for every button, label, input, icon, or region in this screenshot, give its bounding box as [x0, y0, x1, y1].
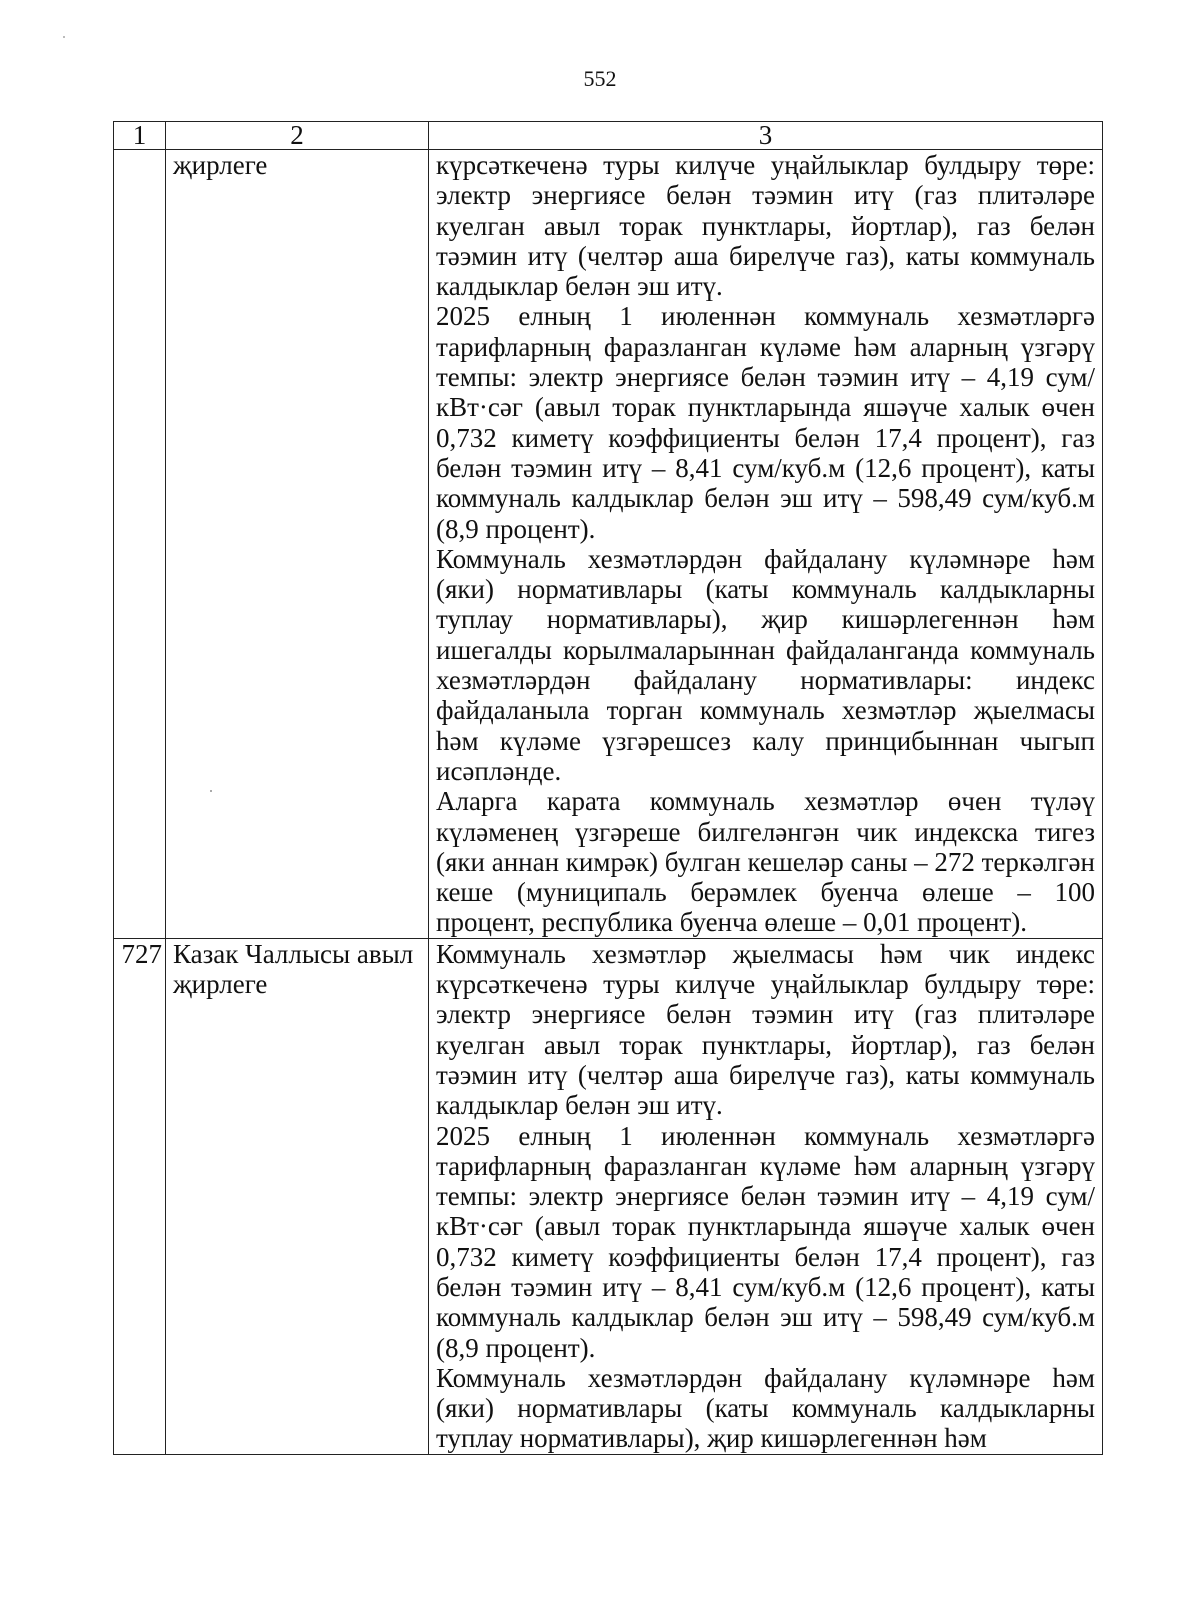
- paragraph: Коммуналь хезмәтләрдән файдалану күләмнәре һәм (яки) нормативлары (каты коммуналь калдыкларны туплау нормативлары), җир кишәрлегеннән һәм: [436, 1362, 1095, 1454]
- paragraph: 2025 елның 1 июленнән коммуналь хезмәтләргә тарифларның фаразланган күләме һәм аларның үзгәрү темпы: электр энергиясе белән тәэмин итү – 4,19 сум/кВт·сәг (авыл торак пунктларында яшәүче халык өчен 0,732 киметү коэффициенты белән 17,4 процент), газ белән тәэмин итү – 8,41 сум/куб.м (12,6 процент), каты коммуналь калдыклар белән эш итү – 598,49 сум/куб.м (8,9 процент).: [436, 301, 1095, 544]
- paragraph: Коммуналь хезмәтләрдән файдалану күләмнәре һәм (яки) нормативлары (каты коммуналь калдыкларны туплау нормативлары), җир кишәрлегеннән һәм ишегалды корылмаларыннан файдаланганда коммуналь хезмәтләрдән файдалану нормативлары: индекс файдаланыла торган коммуналь хезмәтләр җыелмасы һәм күләме үзгәрешсез калу принцибыннан чыгып исәпләнде.: [436, 543, 1095, 786]
- settlement-name: җирлеге: [166, 150, 429, 939]
- header-col-3: 3: [429, 122, 1103, 150]
- row-number: [114, 150, 166, 939]
- paragraph: Аларга карата коммуналь хезмәтләр өчен түләү күләменең үзгәреше билгеләнгән чик индекска тигез (яки аннан кимрәк) булган кешеләр саны – 272 теркәлгән кеше (муниципаль берәмлек буенча өлеше – 100 процент, республика буенча өлеше – 0,01 процент).: [436, 786, 1095, 938]
- scan-speck: [63, 36, 65, 38]
- header-col-1: 1: [114, 122, 166, 150]
- paragraph: Коммуналь хезмәтләр җыелмасы һәм чик индекс күрсәткеченә туры килүче уңайлыклар булдыру төре: электр энергиясе белән тәэмин итү (газ плитәләре куелган авыл торак пунктлары, йортлар), газ белән тәэмин итү (челтәр аша бирелүче газ), каты коммуналь калдыклар белән эш итү.: [436, 938, 1095, 1121]
- row-description: [429, 938, 1103, 1454]
- paragraph: 2025 елның 1 июленнән коммуналь хезмәтләргә тарифларның фаразланган күләме һәм аларның үзгәрү темпы: электр энергиясе белән тәэмин итү – 4,19 сум/кВт·сәг (авыл торак пунктларында яшәүче халык өчен 0,732 киметү коэффициенты белән 17,4 процент), газ белән тәэмин итү – 8,41 сум/куб.м (12,6 процент), каты коммуналь калдыклар белән эш итү – 598,49 сум/куб.м (8,9 процент).: [436, 1120, 1095, 1363]
- table-row: [114, 938, 1103, 1454]
- table-header-row: [114, 122, 1103, 150]
- table-row: [114, 150, 1103, 939]
- header-col-2: 2: [166, 122, 429, 150]
- row-number: 727: [114, 938, 166, 1454]
- settlements-table: [113, 121, 1103, 1455]
- settlement-name: Казак Чаллысы авыл җирлеге: [166, 938, 429, 1454]
- row-description: [429, 150, 1103, 939]
- page-number: 552: [583, 66, 617, 91]
- paragraph: күрсәткеченә туры килүче уңайлыклар булдыру төре: электр энергиясе белән тәэмин итү (газ плитәләре куелган авыл торак пунктлары, йортлар), газ белән тәэмин итү (челтәр аша бирелүче газ), каты коммуналь калдыклар белән эш итү.: [436, 150, 1095, 302]
